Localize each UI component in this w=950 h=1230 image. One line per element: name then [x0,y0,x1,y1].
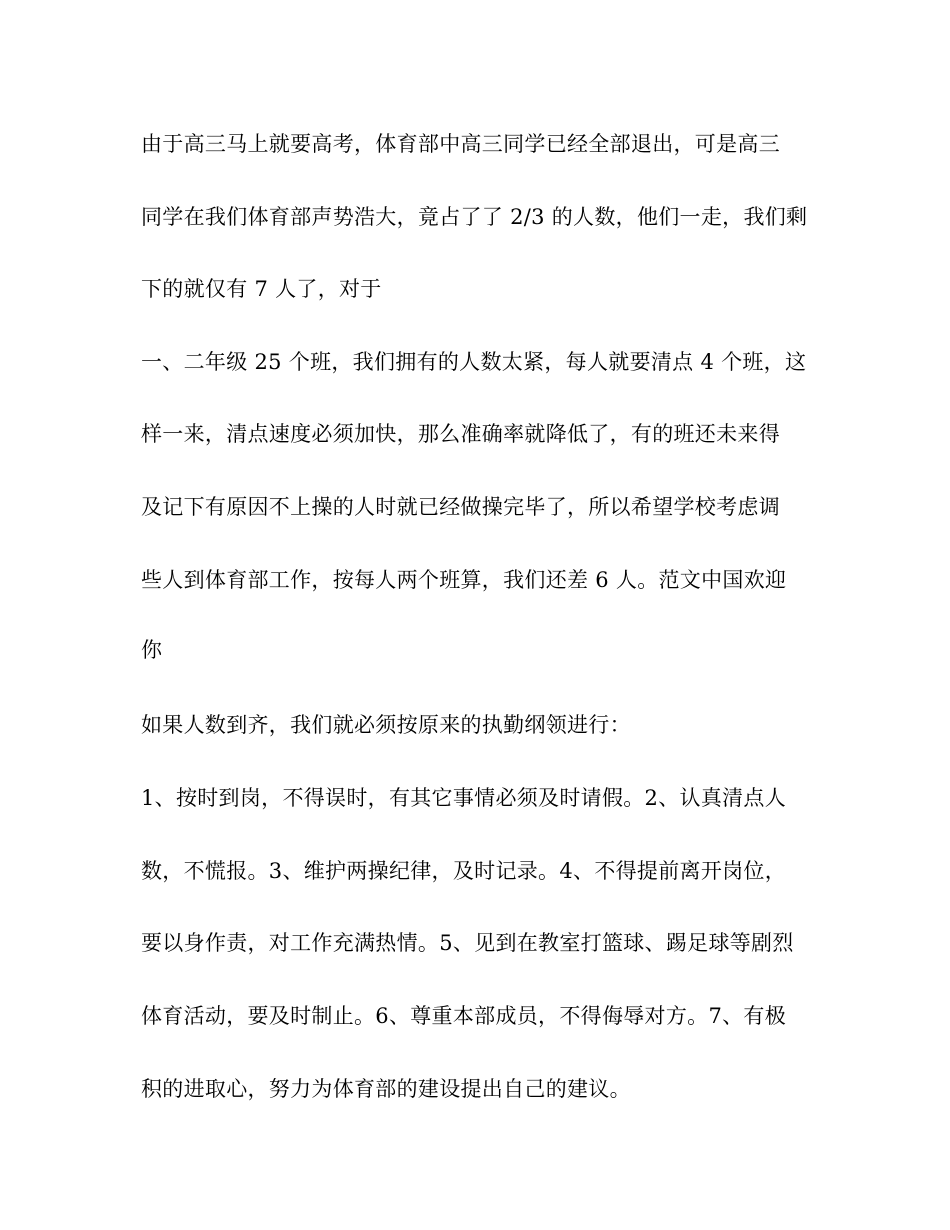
paragraph-line: 要以身作责，对工作充满热情。5、见到在教室打篮球、踢足球等剧烈 [141,931,794,955]
paragraph-line: 下的就仅有 7 人了，对于 [141,277,382,301]
paragraph-line: 积的进取心，努力为体育部的建设提出自己的建议。 [141,1077,631,1101]
paragraph-line: 你 [141,638,163,662]
paragraph-line: 样一来，清点速度必须加快，那么准确率就降低了，有的班还未来得 [141,422,780,446]
paragraph-line: 数，不慌报。3、维护两操纪律，及时记录。4、不得提前离开岗位， [141,859,787,883]
paragraph-line: 体育活动，要及时制止。6、尊重本部成员，不得侮辱对方。7、有极 [141,1004,787,1028]
paragraph-line: 如果人数到齐，我们就必须按原来的执勤纲领进行： [141,713,631,737]
paragraph-line: 同学在我们体育部声势浩大，竟占了了 2/3 的人数，他们一走，我们剩 [141,205,808,229]
paragraph-line: 一、二年级 25 个班，我们拥有的人数太紧，每人就要清点 4 个班，这 [141,350,807,374]
paragraph-line: 由于高三马上就要高考，体育部中高三同学已经全部退出，可是高三 [141,132,780,156]
paragraph-line: 1、按时到岗，不得误时，有其它事情必须及时请假。2、认真清点人 [141,786,787,810]
paragraph-line: 及记下有原因不上操的人时就已经做操完毕了，所以希望学校考虑调 [141,495,780,519]
paragraph-line: 些人到体育部工作，按每人两个班算，我们还差 6 人。范文中国欢迎 [141,568,787,592]
